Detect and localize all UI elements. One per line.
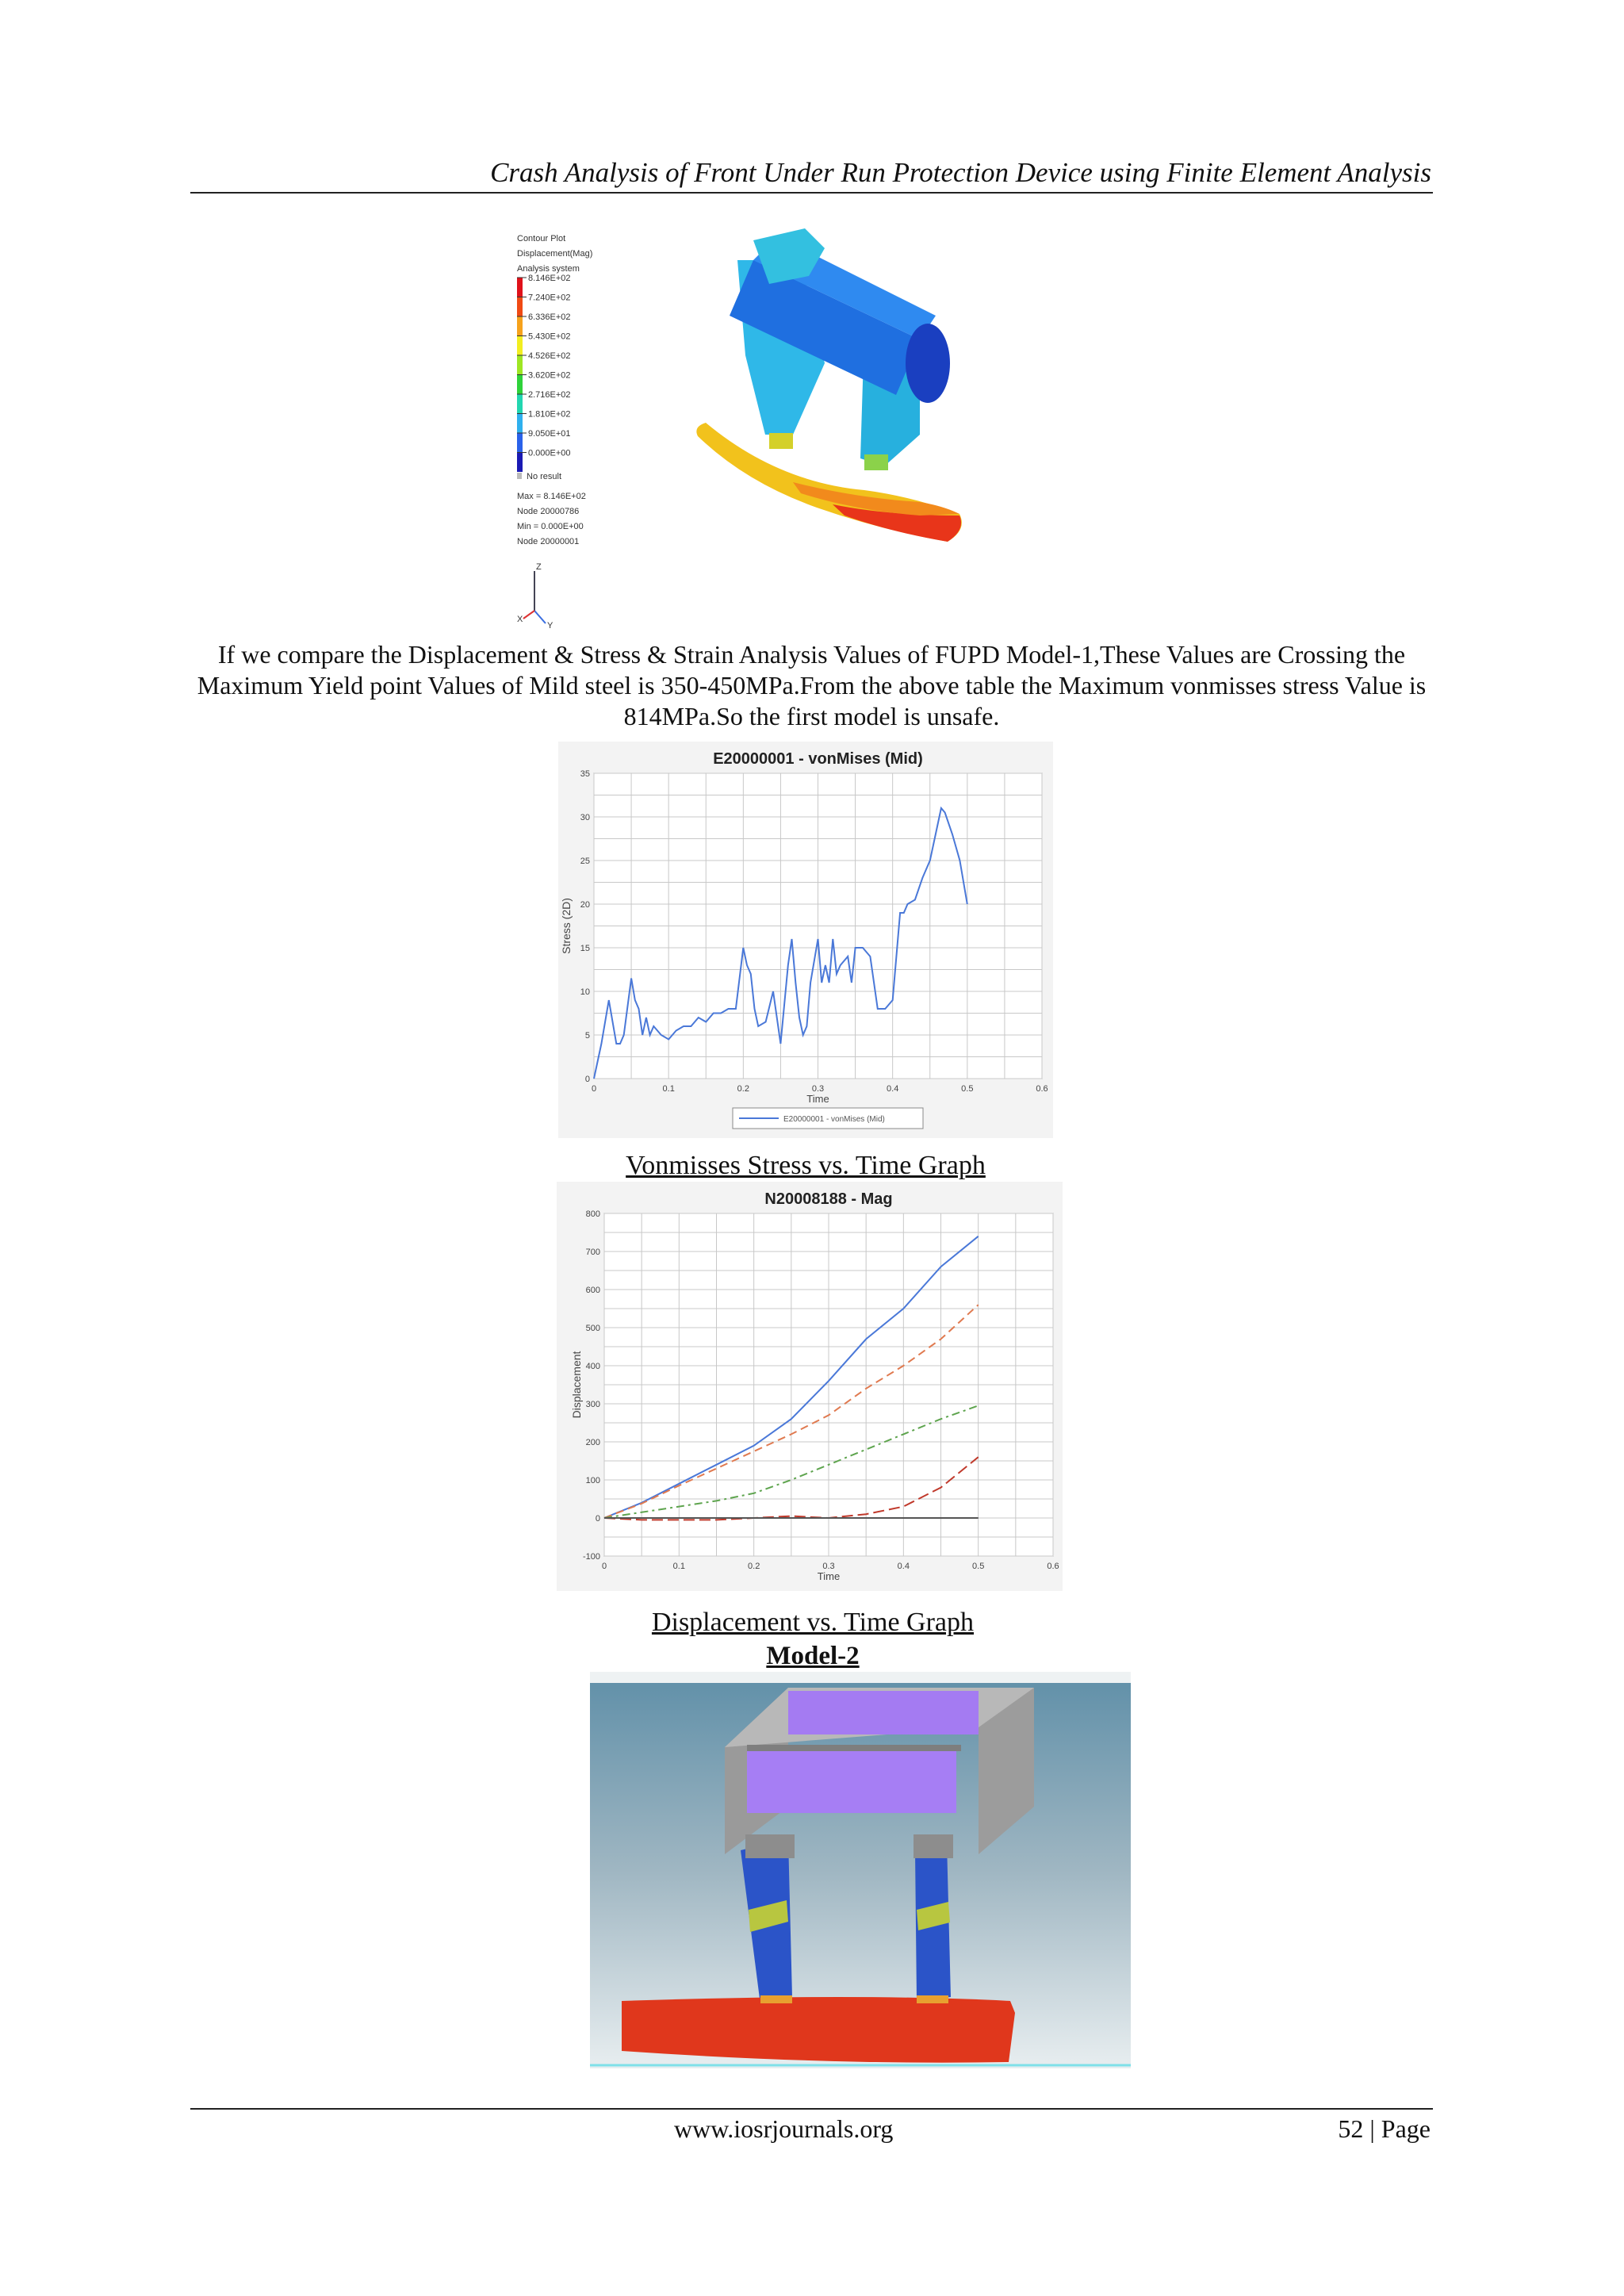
chart-title: N20008188 - Mag	[764, 1190, 893, 1208]
crossbox-upper	[788, 1691, 979, 1734]
y-tick-label: 100	[585, 1476, 600, 1485]
x-axis-label: Time	[806, 1093, 829, 1105]
model1-displacement-render	[682, 228, 983, 554]
running-header: Crash Analysis of Front Under Run Protection Device using Finite Element Analysis	[490, 157, 1431, 188]
stress-chart-svg	[558, 742, 1053, 1138]
x-tick-label: 0.3	[811, 1084, 825, 1094]
footer-page-number: 52 | Page	[1338, 2114, 1431, 2143]
x-tick-label: 0.2	[748, 1562, 760, 1571]
y-tick-label: 600	[585, 1286, 600, 1295]
legend-max-3: Min = 0.000E+00	[517, 522, 584, 531]
y-tick-label: 800	[585, 1209, 600, 1219]
right-mount	[917, 1995, 948, 2003]
model2-heading: Model-2	[766, 1642, 860, 1670]
legend-level-label: 4.526E+02	[528, 351, 571, 361]
y-tick-label: -100	[582, 1552, 600, 1562]
y-tick-label: 20	[580, 900, 590, 910]
y-tick-label: 0	[584, 1075, 590, 1084]
bumper	[622, 1997, 1015, 2063]
triad-y-axis	[534, 611, 546, 623]
displacement-chart	[557, 1182, 1063, 1591]
legend-color-bar	[517, 316, 523, 336]
x-tick-label: 0.6	[1047, 1562, 1059, 1571]
y-tick-label: 35	[580, 769, 590, 779]
y-tick-label: 30	[580, 813, 590, 822]
legend-title-2: Displacement(Mag)	[517, 249, 593, 259]
legend-level-label: 0.000E+00	[528, 448, 571, 458]
x-tick-label: 0.3	[822, 1562, 835, 1571]
x-tick-label: 0	[601, 1562, 607, 1571]
legend-color-bar	[517, 355, 523, 375]
no-result-label: No result	[527, 472, 562, 481]
crossbox-lower	[747, 1750, 956, 1813]
x-tick-label: 0.4	[887, 1084, 899, 1094]
legend-level-label: 3.620E+02	[528, 370, 571, 381]
triad-y-label: Y	[547, 621, 553, 631]
header-divider	[190, 192, 1433, 194]
legend-title-1: Contour Plot	[517, 234, 566, 243]
x-tick-label: 0.5	[972, 1562, 985, 1571]
legend-color-bar	[517, 453, 523, 473]
stress-chart	[558, 742, 1053, 1138]
legend-max-2: Node 20000786	[517, 507, 580, 516]
y-tick-label: 700	[585, 1248, 600, 1257]
no-result-swatch	[517, 473, 522, 479]
legend-color-bar	[517, 394, 523, 414]
displacement-chart-caption: Displacement vs. Time Graph	[651, 1608, 975, 1637]
render-top-strip	[590, 1672, 1131, 1683]
triad-x-axis	[523, 611, 534, 619]
right-end-cap	[906, 324, 950, 403]
y-tick-label: 5	[584, 1031, 590, 1041]
legend-level-label: 2.716E+02	[528, 390, 571, 400]
contour-legend	[508, 230, 619, 634]
model2-render	[590, 1672, 1131, 2068]
legend-title-3: Analysis system	[517, 264, 580, 274]
legend-color-bar	[517, 278, 523, 297]
legend-level-label: 7.240E+02	[528, 293, 571, 303]
legend-level-label: 9.050E+01	[528, 429, 571, 439]
legend-level-label: 6.336E+02	[528, 312, 571, 322]
x-tick-label: 0.4	[897, 1562, 910, 1571]
left-mount	[760, 1995, 792, 2003]
legend-level-label: 1.810E+02	[528, 409, 571, 420]
triad-z-label: Z	[536, 562, 542, 572]
chart-title: E20000001 - vonMises (Mid)	[713, 750, 923, 768]
crossbox-divider	[747, 1745, 961, 1751]
y-tick-label: 300	[585, 1400, 600, 1409]
x-tick-label: 0.1	[672, 1562, 685, 1571]
footer-url: www.iosrjournals.org	[674, 2114, 894, 2143]
legend-max-1: Max = 8.146E+02	[517, 492, 586, 501]
x-tick-label: 0.5	[961, 1084, 974, 1094]
legend-level-label: 5.430E+02	[528, 332, 571, 342]
left-bracket	[769, 433, 793, 449]
x-axis-label: Time	[817, 1570, 841, 1582]
x-tick-label: 0.6	[1036, 1084, 1048, 1094]
y-tick-label: 0	[595, 1514, 600, 1524]
legend-color-bar	[517, 297, 523, 317]
y-axis-label: Stress (2D)	[560, 898, 573, 954]
stress-chart-caption: Vonmisses Stress vs. Time Graph	[626, 1151, 986, 1180]
y-tick-label: 200	[585, 1438, 600, 1447]
footer-divider	[190, 2108, 1433, 2110]
triad-x-label: X	[517, 615, 523, 624]
legend-color-bar	[517, 336, 523, 356]
legend-color-bar	[517, 375, 523, 395]
y-tick-label: 500	[585, 1324, 600, 1333]
y-axis-label: Displacement	[570, 1351, 583, 1419]
legend-color-bar	[517, 433, 523, 453]
left-leg-bracket	[745, 1834, 795, 1858]
y-tick-label: 15	[580, 944, 590, 953]
displacement-chart-svg	[557, 1182, 1063, 1591]
legend-entry: E20000001 - vonMises (Mid)	[783, 1115, 885, 1124]
legend-color-bar	[517, 414, 523, 434]
legend-max-4: Node 20000001	[517, 537, 580, 546]
right-leg-bracket	[914, 1834, 953, 1858]
body-paragraph: If we compare the Displacement & Stress & Strain Analysis Values of FUPD Model-1,These Values are Crossing the Maximum Yield point Values of Mild steel is 350-450MPa.From the above table the Maximum vonmisses stress Value is 814MPa.So the first model is unsafe.	[197, 640, 1427, 730]
x-tick-label: 0.1	[662, 1084, 675, 1094]
y-tick-label: 10	[580, 987, 590, 997]
legend-level-label: 8.146E+02	[528, 274, 571, 283]
x-tick-label: 0.2	[737, 1084, 749, 1094]
x-tick-label: 0	[591, 1084, 597, 1094]
right-bracket	[864, 454, 888, 470]
y-tick-label: 25	[580, 857, 590, 866]
y-tick-label: 400	[585, 1362, 600, 1371]
